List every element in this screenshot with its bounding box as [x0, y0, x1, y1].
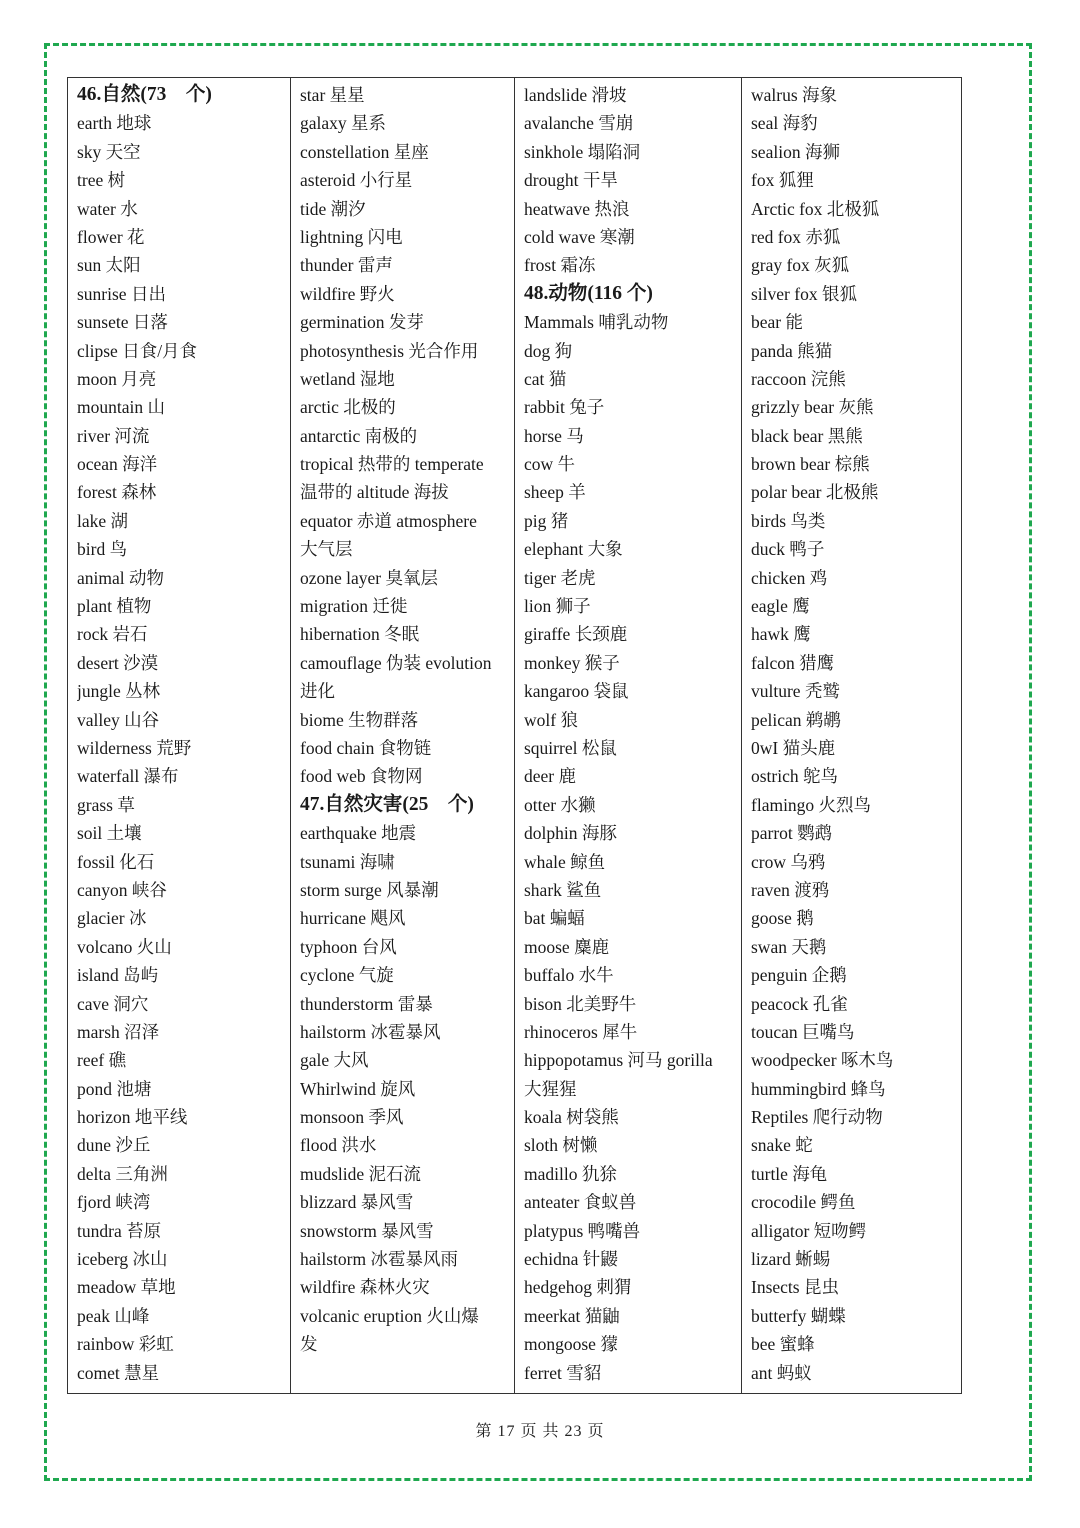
- vocab-entry: 0wI 猫头鹿: [751, 737, 836, 758]
- vocab-entry: moon 月亮: [77, 368, 157, 389]
- vocab-entry: swan 天鹅: [751, 936, 827, 957]
- vocab-entry: ocean 海洋: [77, 454, 158, 475]
- vocab-entry: deer 鹿: [524, 766, 576, 787]
- vocab-entry: goose 鹅: [751, 908, 814, 929]
- vocab-entry: animal 动物: [77, 567, 164, 588]
- vocab-entry: food chain 食物链: [300, 737, 432, 758]
- vocab-entry: river 河流: [77, 425, 150, 446]
- vocab-entry: clipse 日食/月食: [77, 340, 198, 361]
- vocab-entry: platypus 鸭嘴兽: [524, 1220, 641, 1241]
- vocab-entry: plant 植物: [77, 596, 152, 617]
- vocab-entry: mongoose 獴: [524, 1334, 618, 1355]
- vocab-entry: monkey 猴子: [524, 652, 620, 673]
- vocab-entry: panda 熊猫: [751, 340, 833, 361]
- vocab-entry: hurricane 飓风: [300, 908, 406, 929]
- table-column-1: [68, 78, 291, 1393]
- vocab-entry: Insects 昆虫: [751, 1277, 839, 1298]
- vocab-entry: whale 鲸鱼: [524, 851, 606, 872]
- vocab-entry: fjord 峡湾: [77, 1192, 151, 1213]
- vocabulary-table: [67, 77, 962, 1394]
- vocab-entry: raccoon 浣熊: [751, 368, 846, 389]
- vocab-entry: storm surge 风暴潮: [300, 879, 439, 900]
- vocab-entry: 发: [300, 1334, 318, 1355]
- vocab-entry: birds 鸟类: [751, 510, 826, 531]
- vocab-entry: 进化: [300, 681, 335, 702]
- vocab-entry: gray fox 灰狐: [751, 255, 850, 276]
- vocab-entry: tiger 老虎: [524, 567, 596, 588]
- table-column-2: [291, 78, 515, 1393]
- vocab-entry: tropical 热带的 temperate: [300, 454, 484, 475]
- vocab-entry: tide 潮汐: [300, 198, 366, 219]
- vocab-entry: lizard 蜥蜴: [751, 1249, 831, 1270]
- vocab-entry: bison 北美野牛: [524, 993, 637, 1014]
- vocab-entry: ant 蚂蚁: [751, 1362, 812, 1383]
- vocab-entry: hawk 鹰: [751, 624, 811, 645]
- vocab-entry: eagle 鹰: [751, 596, 810, 617]
- vocab-entry: hailstorm 冰雹暴风雨: [300, 1249, 458, 1270]
- vocab-entry: sloth 树懒: [524, 1135, 598, 1156]
- vocab-entry: wolf 狼: [524, 709, 578, 730]
- vocab-entry: seal 海豹: [751, 113, 818, 134]
- vocab-entry: wildfire 森林火灾: [300, 1277, 430, 1298]
- vocab-entry: parrot 鹦鹉: [751, 823, 833, 844]
- vocab-entry: mudslide 泥石流: [300, 1163, 422, 1184]
- vocab-entry: comet 慧星: [77, 1362, 160, 1383]
- vocab-entry: photosynthesis 光合作用: [300, 340, 479, 361]
- table-column-4: [742, 78, 961, 1393]
- vocab-entry: hibernation 冬眠: [300, 624, 420, 645]
- vocab-entry: fox 狐狸: [751, 170, 814, 191]
- vocab-entry: jungle 丛林: [77, 681, 161, 702]
- vocab-entry: hedgehog 刺猬: [524, 1277, 632, 1298]
- page-number: 第 17 页 共 23 页: [475, 1423, 605, 1440]
- vocab-entry: landslide 滑坡: [524, 85, 627, 105]
- vocab-entry: silver fox 银狐: [751, 283, 857, 304]
- vocab-entry: dune 沙丘: [77, 1135, 151, 1156]
- vocab-entry: rainbow 彩虹: [77, 1334, 174, 1355]
- vocab-entry: bird 鸟: [77, 539, 128, 560]
- vocab-entry: rock 岩石: [77, 624, 148, 645]
- vocab-entry: sheep 羊: [524, 482, 586, 503]
- vocab-entry: bat 蝙蝠: [524, 908, 585, 929]
- vocab-entry: 大气层: [300, 539, 353, 560]
- vocab-entry: marsh 沼泽: [77, 1021, 160, 1042]
- vocab-entry: grizzly bear 灰熊: [751, 397, 874, 418]
- vocab-entry: volcanic eruption 火山爆: [300, 1305, 479, 1326]
- vocab-entry: 大猩猩: [524, 1078, 577, 1099]
- vocab-entry: black bear 黑熊: [751, 425, 863, 446]
- vocab-entry: tundra 苔原: [77, 1220, 162, 1241]
- vocab-entry: iceberg 冰山: [77, 1249, 168, 1270]
- vocab-entry: canyon 峡谷: [77, 879, 167, 900]
- vocab-entry: horse 马: [524, 425, 584, 446]
- vocab-entry: hummingbird 蜂鸟: [751, 1078, 886, 1099]
- vocab-entry: thunderstorm 雷暴: [300, 993, 433, 1014]
- vocab-entry: desert 沙漠: [77, 652, 159, 673]
- vocab-entry: island 岛屿: [77, 965, 159, 986]
- section-heading: 48.动物(116 个): [524, 282, 653, 304]
- vocab-entry: giraffe 长颈鹿: [524, 624, 628, 645]
- vocab-entry: koala 树袋熊: [524, 1107, 619, 1128]
- vocab-entry: blizzard 暴风雪: [300, 1192, 414, 1213]
- vocab-entry: red fox 赤狐: [751, 226, 841, 247]
- vocab-entry: avalanche 雪崩: [524, 113, 634, 134]
- vocab-entry: squirrel 松鼠: [524, 737, 617, 758]
- vocab-entry: woodpecker 啄木鸟: [751, 1050, 894, 1071]
- vocab-entry: horizon 地平线: [77, 1107, 188, 1128]
- vocab-entry: flower 花: [77, 226, 145, 247]
- vocab-entry: vulture 秃鹫: [751, 681, 840, 702]
- table-column-3: [515, 78, 742, 1393]
- vocab-entry: camouflage 伪装 evolution: [300, 652, 492, 673]
- vocab-entry: toucan 巨嘴鸟: [751, 1021, 855, 1042]
- vocab-entry: wetland 湿地: [300, 368, 395, 389]
- vocab-entry: falcon 猎鹰: [751, 652, 835, 673]
- vocab-entry: frost 霜冻: [524, 255, 596, 276]
- vocab-entry: snake 蛇: [751, 1135, 813, 1156]
- vocab-entry: gale 大风: [300, 1050, 369, 1071]
- vocab-entry: polar bear 北极熊: [751, 482, 879, 503]
- vocab-entry: lake 湖: [77, 510, 129, 531]
- vocab-entry: wildfire 野火: [300, 283, 395, 304]
- vocab-entry: kangaroo 袋鼠: [524, 681, 629, 702]
- vocab-entry: pond 池塘: [77, 1078, 152, 1099]
- vocab-entry: ostrich 鸵鸟: [751, 766, 839, 787]
- vocab-entry: dog 狗: [524, 340, 573, 361]
- vocab-entry: rabbit 兔子: [524, 397, 605, 418]
- vocab-entry: drought 干旱: [524, 170, 618, 191]
- vocab-entry: rhinoceros 犀牛: [524, 1021, 638, 1042]
- vocab-entry: pelican 鹈鹕: [751, 709, 841, 730]
- vocab-entry: monsoon 季风: [300, 1107, 404, 1128]
- vocab-entry: constellation 星座: [300, 141, 429, 162]
- vocab-entry: pig 猪: [524, 510, 569, 531]
- vocab-entry: meerkat 猫鼬: [524, 1305, 620, 1326]
- vocab-entry: glacier 冰: [77, 908, 147, 929]
- vocab-entry: valley 山谷: [77, 709, 160, 730]
- vocab-entry: snowstorm 暴风雪: [300, 1220, 434, 1241]
- vocab-entry: buffalo 水牛: [524, 965, 614, 986]
- vocab-entry: lion 狮子: [524, 596, 591, 617]
- vocab-entry: fossil 化石: [77, 851, 155, 872]
- vocab-entry: thunder 雷声: [300, 255, 393, 276]
- vocab-entry: bee 蜜蜂: [751, 1334, 815, 1355]
- vocab-entry: flood 洪水: [300, 1135, 377, 1156]
- vocab-entry: hippopotamus 河马 gorilla: [524, 1050, 713, 1071]
- vocab-entry: meadow 草地: [77, 1277, 176, 1298]
- vocab-entry: arctic 北极的: [300, 397, 396, 418]
- vocab-entry: madillo 犰狳: [524, 1163, 617, 1184]
- vocab-entry: sealion 海狮: [751, 141, 840, 162]
- vocab-entry: forest 森林: [77, 482, 157, 503]
- vocab-entry: biome 生物群落: [300, 709, 419, 730]
- vocab-entry: germination 发芽: [300, 312, 424, 333]
- vocab-entry: cat 猫: [524, 368, 567, 389]
- vocab-entry: walrus 海象: [751, 85, 838, 105]
- vocab-entry: shark 鲨鱼: [524, 879, 602, 900]
- vocab-entry: sun 太阳: [77, 255, 141, 276]
- vocab-entry: ferret 雪貂: [524, 1362, 602, 1383]
- vocab-entry: sky 天空: [77, 141, 141, 162]
- section-heading: 46.自然(73 个): [77, 84, 212, 105]
- vocab-entry: dolphin 海豚: [524, 823, 617, 844]
- vocab-entry: delta 三角洲: [77, 1163, 168, 1184]
- vocab-entry: butterfy 蝴蝶: [751, 1305, 846, 1326]
- vocab-entry: cow 牛: [524, 454, 576, 475]
- vocab-entry: moose 麋鹿: [524, 936, 610, 957]
- vocab-entry: peacock 孔雀: [751, 993, 848, 1014]
- vocab-entry: ozone layer 臭氧层: [300, 567, 439, 588]
- vocab-entry: waterfall 瀑布: [77, 766, 179, 787]
- vocab-entry: elephant 大象: [524, 539, 623, 560]
- vocab-entry: crocodile 鳄鱼: [751, 1192, 856, 1213]
- vocab-entry: echidna 针鼹: [524, 1249, 618, 1270]
- vocab-entry: reef 礁: [77, 1050, 127, 1071]
- vocab-entry: tree 树: [77, 170, 126, 191]
- vocab-entry: hailstorm 冰雹暴风: [300, 1021, 441, 1042]
- vocab-entry: Reptiles 爬行动物: [751, 1107, 883, 1128]
- vocab-entry: sinkhole 塌陷洞: [524, 141, 641, 162]
- vocab-entry: equator 赤道 atmosphere: [300, 510, 477, 531]
- vocab-entry: alligator 短吻鳄: [751, 1220, 867, 1241]
- vocab-entry: cave 洞穴: [77, 993, 149, 1014]
- vocab-entry: duck 鸭子: [751, 539, 825, 560]
- vocab-entry: lightning 闪电: [300, 226, 403, 247]
- vocab-entry: mountain 山: [77, 397, 165, 418]
- vocab-entry: wilderness 荒野: [77, 737, 192, 758]
- vocab-entry: galaxy 星系: [300, 113, 387, 134]
- vocab-entry: cold wave 寒潮: [524, 226, 635, 247]
- vocab-entry: crow 乌鸦: [751, 851, 826, 872]
- vocab-entry: chicken 鸡: [751, 567, 828, 588]
- vocab-entry: earth 地球: [77, 113, 152, 134]
- vocab-entry: heatwave 热浪: [524, 198, 630, 219]
- vocab-entry: peak 山峰: [77, 1305, 150, 1326]
- vocab-entry: brown bear 棕熊: [751, 454, 870, 475]
- vocab-entry: otter 水獭: [524, 794, 596, 815]
- vocab-entry: flamingo 火烈鸟: [751, 794, 872, 815]
- vocab-entry: earthquake 地震: [300, 823, 417, 844]
- vocab-entry: Whirlwind 旋风: [300, 1078, 416, 1099]
- vocab-entry: penguin 企鹅: [751, 965, 847, 986]
- vocab-entry: bear 能: [751, 312, 803, 333]
- vocab-entry: soil 土壤: [77, 823, 142, 844]
- vocab-entry: asteroid 小行星: [300, 170, 413, 191]
- vocab-entry: star 星星: [300, 85, 365, 105]
- vocab-entry: typhoon 台风: [300, 936, 397, 957]
- vocab-entry: 温带的 altitude 海拔: [300, 482, 449, 503]
- section-heading: 47.自然灾害(25 个): [300, 793, 474, 815]
- vocab-entry: tsunami 海啸: [300, 851, 395, 872]
- vocab-entry: grass 草: [77, 794, 135, 815]
- vocab-entry: sunrise 日出: [77, 283, 166, 304]
- vocab-entry: food web 食物网: [300, 766, 423, 787]
- vocab-entry: sunsete 日落: [77, 312, 168, 333]
- vocab-entry: cyclone 气旋: [300, 965, 394, 986]
- vocab-entry: Arctic fox 北极狐: [751, 198, 880, 219]
- vocab-entry: volcano 火山: [77, 936, 172, 957]
- vocab-entry: raven 渡鸦: [751, 879, 830, 900]
- vocab-entry: Mammals 哺乳动物: [524, 312, 669, 333]
- vocab-entry: anteater 食蚁兽: [524, 1192, 637, 1213]
- vocab-entry: turtle 海龟: [751, 1163, 828, 1184]
- vocab-entry: antarctic 南极的: [300, 425, 418, 446]
- vocab-entry: migration 迁徙: [300, 596, 408, 617]
- vocab-entry: water 水: [77, 198, 138, 219]
